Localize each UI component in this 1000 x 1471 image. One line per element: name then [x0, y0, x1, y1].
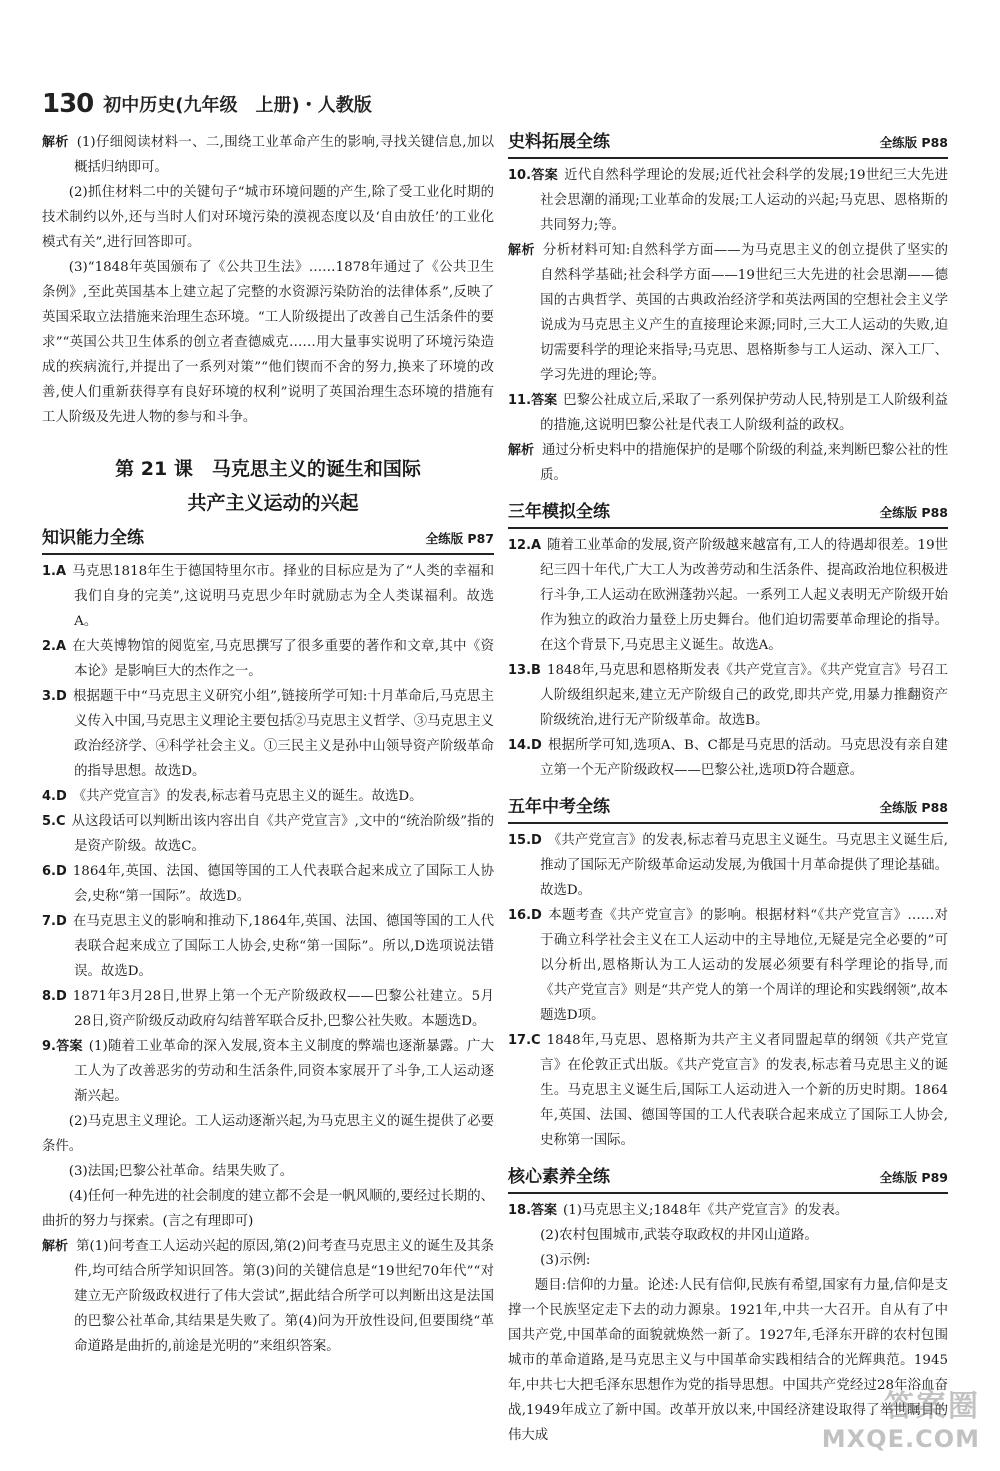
section-header-sources	[508, 130, 948, 159]
answer-text: 随着工业革命的发展,资产阶级越来越富有,工人的待遇却很差。19世纪三四十年代,广大工人为改善劳动和生活条件、提高政治地位积极进行斗争,工人运动在欧洲蓬勃兴起。一系列工人起义表明无产阶级开始作为独立的政治力量登上历史舞台。他们迫切需要革命理论的指导。在这个背景下,马克思主义诞生。故选A。	[540, 538, 948, 653]
section-page-ref: 全练版 P89	[879, 1170, 948, 1185]
answer-item	[508, 658, 948, 733]
q9-answer-3: (3)法国;巴黎公社革命。结果失败了。	[68, 1164, 294, 1179]
answer-item	[42, 909, 494, 984]
right-column	[508, 130, 948, 1448]
section-title: 核心素养全练	[508, 1167, 610, 1187]
answer-item	[42, 784, 494, 809]
analysis-label: 解析	[42, 1239, 69, 1254]
section-header-exam	[508, 795, 948, 824]
lesson-title-line1: 第 21 课 马克思主义的诞生和国际	[115, 458, 421, 480]
answer-text: 《共产党宣言》的发表,标志着马克思主义诞生。马克思主义诞生后,推动了国际无产阶级革命运动发展,为俄国十月革命提供了理论基础。故选D。	[540, 833, 948, 898]
q11-analysis	[508, 438, 948, 488]
answer-text: 从这段话可以判断出该内容出自《共产党宣言》,文中的“统治阶级”指的是资产阶级。故选C。	[71, 814, 494, 854]
q9-answer-2: (2)马克思主义理论。工人运动逐渐兴起,为马克思主义的诞生提供了必要条件。	[42, 1114, 494, 1154]
q9-answer-4: (4)任何一种先进的社会制度的建立都不会是一帆风顺的,要经过长期的、曲折的努力与探索。(言之有理即可)	[42, 1189, 494, 1229]
analysis-text: (1)仔细阅读材料一、二,围绕工业革命产生的影响,寻找关键信息,加以概括归纳即可。	[74, 135, 494, 175]
answer-tag: 11.答案	[508, 393, 558, 408]
answer-text: 《共产党宣言》的发表,标志着马克思主义的诞生。故选D。	[72, 789, 423, 804]
section-page-ref: 全练版 P88	[879, 505, 948, 520]
section-page-ref: 全练版 P87	[425, 531, 494, 546]
answer-tag: 3.D	[42, 689, 67, 704]
answer-item	[42, 559, 494, 634]
answer-item	[508, 733, 948, 783]
watermark-text: 答案圈	[884, 1389, 980, 1424]
answer-tag: 8.D	[42, 989, 67, 1004]
answer-item	[42, 684, 494, 784]
section-title: 五年中考全练	[508, 797, 610, 817]
lesson-title	[42, 452, 494, 520]
section-page-ref: 全练版 P88	[879, 800, 948, 815]
lesson-title-line2: 共产主义运动的兴起	[187, 492, 359, 514]
analysis-p1	[42, 130, 494, 180]
answer-tag: 1.A	[42, 564, 67, 579]
answer-tag: 5.C	[42, 814, 66, 829]
section-header-knowledge	[42, 526, 494, 555]
answer-item	[42, 809, 494, 859]
q9-analysis	[42, 1234, 494, 1359]
q18-answer-2: (2)农村包围城市,武装夺取政权的井冈山道路。	[540, 1228, 818, 1243]
q11-answer	[508, 388, 948, 438]
answer-tag: 14.D	[508, 738, 542, 753]
answer-item	[508, 903, 948, 1028]
q18-answer-1	[508, 1198, 948, 1223]
answer-text: 在马克思主义的影响和推动下,1864年,英国、法国、德国等国的工人代表联合起来成立了国际工人协会,史称“第一国际”。所以,D选项说法错误。故选D。	[72, 914, 494, 979]
answer-text: 马克思1818年生于德国特里尔市。择业的目标应是为了“人类的幸福和我们自身的完美”,这说明马克思少年时就励志为全人类谋福利。故选A。	[72, 564, 494, 629]
analysis-label: 解析	[508, 443, 535, 458]
answer-text: 1864年,英国、法国、德国等国的工人代表联合起来成立了国际工人协会,史称“第一国际”。故选D。	[72, 864, 494, 904]
answer-tag: 18.答案	[508, 1203, 558, 1218]
answer-text: (1)随着工业革命的深入发展,资本主义制度的弊端也逐渐暴露。广大工人为了改善恶劣的劳动和生活条件,同资本家展开了斗争,工人运动逐渐兴起。	[74, 1039, 495, 1104]
analysis-text: 通过分析史料中的措施保护的是哪个阶级的利益,来判断巴黎公社的性质。	[540, 443, 948, 483]
answer-tag: 6.D	[42, 864, 67, 879]
answer-tag: 16.D	[508, 908, 542, 923]
answer-tag: 17.C	[508, 1033, 541, 1048]
analysis-p3: (3)“1848年英国颁布了《公共卫生法》……1878年通过了《公共卫生条例》,至此英国基本上建立起了完整的水资源污染防治的法律体系”,反映了英国采取立法措施来治理生态环境。“工人阶级提出了改善自己生活条件的要求”“英国公共卫生体系的创立者查德威克……用大量事实说明了环境污染造成的疾病流行,并提出了一系列对策”“他们锲而不舍的努力,换来了环境的改善,使人们重新获得享有良好环境的权利”说明了英国治理生态环境的措施有工人阶级及先进人物的参与和斗争。	[42, 260, 494, 425]
answer-tag: 7.D	[42, 914, 67, 929]
book-title: 初中历史(九年级 上册)・人教版	[103, 95, 372, 116]
answer-text: 1848年,马克思、恩格斯为共产主义者同盟起草的纲领《共产党宣言》在伦敦正式出版。《共产党宣言》的发表,标志着马克思主义的诞生。马克思主义诞生后,国际工人运动进入一个新的历史时期。1864年,英国、法国、德国等国的工人代表联合起来成立了国际工人协会,史称第一国际。	[540, 1033, 948, 1148]
section-title: 三年模拟全练	[508, 502, 610, 522]
watermark-url: MXQE.COM	[821, 1425, 980, 1453]
answer-text: 1871年3月28日,世界上第一个无产阶级政权——巴黎公社建立。5月28日,资产阶级反动政府勾结普军联合反扑,巴黎公社失败。本题选D。	[72, 989, 494, 1029]
answer-item	[42, 859, 494, 909]
answer-text: 根据所学可知,选项A、B、C都是马克思的活动。马克思没有亲自建立第一个无产阶级政权——巴黎公社,选项D符合题意。	[540, 738, 948, 778]
q9-answer-1	[42, 1034, 494, 1109]
answer-text: 巴黎公社成立后,采取了一系列保护劳动人民,特别是工人阶级利益的措施,这说明巴黎公社是代表工人阶级利益的政权。	[540, 393, 948, 433]
answer-item	[508, 533, 948, 658]
section-title: 史料拓展全练	[508, 132, 610, 152]
analysis-p2: (2)抓住材料二中的关键句子“城市环境问题的产生,除了受工业化时期的技术制约以外,还与当时人们对环境污染的漠视态度以及‘自由放任’的工业化模式有关”,进行回答即可。	[42, 185, 494, 250]
answer-tag: 2.A	[42, 639, 67, 654]
answer-text: 在大英博物馆的阅览室,马克思撰写了很多重要的著作和文章,其中《资本论》是影响巨大的杰作之一。	[72, 639, 494, 679]
answer-tag: 13.B	[508, 663, 541, 678]
answer-text: 近代自然科学理论的发展;近代社会科学的发展;19世纪三大先进社会思潮的涌现;工业革命的发展;工人运动的兴起;马克思、恩格斯的共同努力;等。	[540, 168, 949, 233]
section-title: 知识能力全练	[42, 528, 144, 548]
analysis-label: 解析	[508, 243, 535, 258]
answer-tag: 9.答案	[42, 1039, 83, 1054]
answer-text: 1848年,马克思和恩格斯发表《共产党宣言》。《共产党宣言》号召工人阶级组织起来,建立无产阶级自己的政党,即共产党,用暴力推翻资产阶级统治,进行无产阶级革命。故选B。	[540, 663, 948, 728]
left-column	[42, 130, 494, 1359]
q10-answer	[508, 163, 948, 238]
page-number: 130	[42, 89, 94, 119]
answer-text: 根据题干中“马克思主义研究小组”,链接所学可知:十月革命后,马克思主义传入中国,马克思主义理论主要包括②马克思主义哲学、③马克思主义政治经济学、④科学社会主义。①三民主义是孙中山领导资产阶级革命的指导思想。故选D。	[72, 689, 494, 779]
answer-item	[42, 984, 494, 1034]
page-header	[42, 86, 372, 122]
section-header-core	[508, 1165, 948, 1194]
answer-item	[508, 1028, 948, 1153]
answer-text: 本题考查《共产党宣言》的影响。根据材料“《共产党宣言》……对于确立科学社会主义在工人运动中的主导地位,无疑是完全必要的”可以分析出,恩格斯认为工人运动的发展必须要有科学理论的指导,而《共产党宣言》则是“共产党人的第一个周详的理论和实践纲领”,故本题选D项。	[540, 908, 948, 1023]
answer-tag: 15.D	[508, 833, 542, 848]
q18-essay: 题目:信仰的力量。论述:人民有信仰,民族有希望,国家有力量,信仰是支撑一个民族坚定走下去的动力源泉。1921年,中共一大召开。自从有了中国共产党,中国革命的面貌就焕然一新了。1927年,毛泽东开辟的农村包围城市的革命道路,是马克思主义与中国革命实践相结合的光辉典范。1945年,中共七大把毛泽东思想作为党的指导思想。中国共产党经过28年浴血奋战,1949年成立了新中国。改革开放以来,中国经济建设取得了举世瞩目的伟大成	[508, 1278, 948, 1443]
analysis-text: 分析材料可知:自然科学方面——为马克思主义的创立提供了坚实的自然科学基础;社会科学方面——19世纪三大先进的社会思潮——德国的古典哲学、英国的古典政治经济学和英法两国的空想社会主义学说成为马克思主义产生的直接理论来源;同时,三大工人运动的失败,迫切需要科学的理论来指导;马克思、恩格斯参与工人运动、深入工厂、学习先进的理论;等。	[540, 243, 948, 383]
section-header-mock	[508, 500, 948, 529]
watermark-logo	[822, 1381, 980, 1453]
q10-analysis	[508, 238, 948, 388]
answer-item	[42, 634, 494, 684]
answer-tag: 4.D	[42, 789, 67, 804]
answer-text: (1)马克思主义;1848年《共产党宣言》的发表。	[563, 1203, 849, 1218]
answer-item	[508, 828, 948, 903]
q18-answer-3: (3)示例:	[540, 1253, 591, 1268]
analysis-label: 解析	[42, 135, 69, 150]
analysis-text: 第(1)问考查工人运动兴起的原因,第(2)问考查马克思主义的诞生及其条件,均可结合所学知识回答。第(3)问的关键信息是“19世纪70年代”“对建立无产阶级政权进行了伟大尝试”,据此结合所学可以判断出这是法国的巴黎公社革命,其结果是失败了。第(4)问为开放性设问,但要围绕“革命道路是曲折的,前途是光明的”来组织答案。	[74, 1239, 494, 1354]
answer-tag: 12.A	[508, 538, 542, 553]
answer-tag: 10.答案	[508, 168, 559, 183]
section-page-ref: 全练版 P88	[879, 135, 948, 150]
